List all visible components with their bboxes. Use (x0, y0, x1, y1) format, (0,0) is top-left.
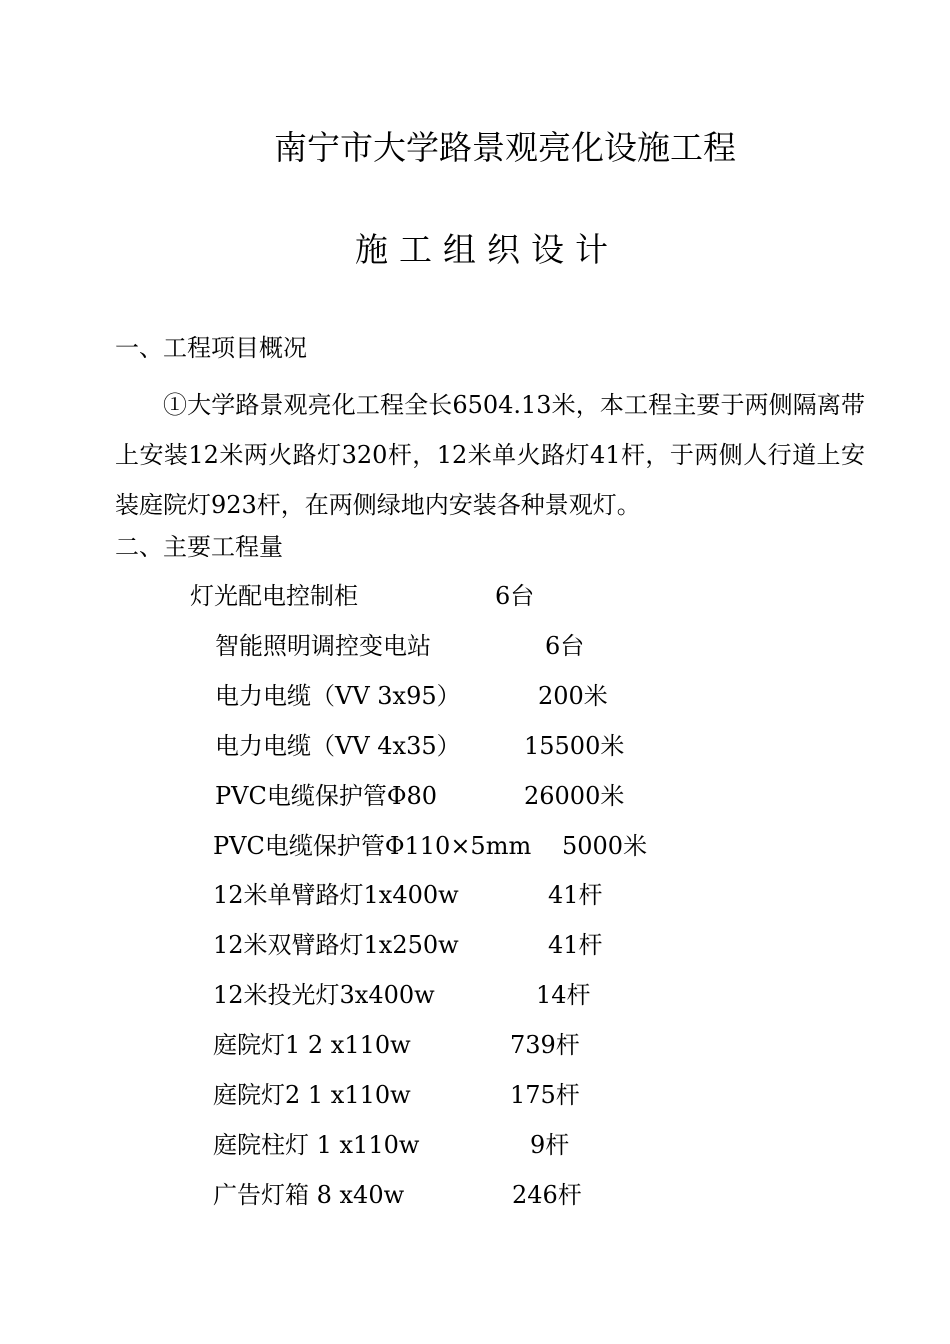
overview-paragraph: ①大学路景观亮化工程全长6504.13米，本工程主要于两侧隔离带上安装12米两火路灯320杆，12米单火路灯41杆，于两侧人行道上安装庭院灯923杆，在两侧绿地内安装各种景观灯。 (115, 391, 865, 519)
item-quantity: 41杆 (548, 931, 603, 959)
document-subtitle: 施工组织设计 (355, 230, 619, 269)
item-name: 12米单臂路灯1x400w (213, 881, 459, 909)
item-name: 灯光配电控制柜 (190, 582, 358, 610)
item-quantity: 739杆 (510, 1031, 580, 1059)
item-name: 12米投光灯3x400w (213, 981, 435, 1009)
item-name: 庭院灯2 1 x110w (213, 1081, 411, 1109)
document-title: 南宁市大学路景观亮化设施工程 (274, 128, 736, 167)
item-name: 广告灯箱 8 x40w (213, 1181, 405, 1209)
item-name: 电力电缆（VV 3x95） (215, 682, 461, 710)
item-quantity: 6台 (495, 582, 535, 610)
item-quantity: 175杆 (510, 1081, 580, 1109)
section-heading-quantities: 二、主要工程量 (115, 533, 283, 561)
item-name: PVC电缆保护管Φ110×5mm (213, 832, 532, 860)
item-quantity: 200米 (538, 682, 608, 710)
item-quantity: 9杆 (530, 1131, 570, 1159)
item-quantity: 246杆 (512, 1181, 582, 1209)
item-name: 12米双臂路灯1x250w (213, 931, 459, 959)
item-name: 庭院灯1 2 x110w (213, 1031, 411, 1059)
item-quantity: 26000米 (524, 782, 625, 810)
item-name: 智能照明调控变电站 (215, 632, 431, 660)
item-name: 庭院柱灯 1 x110w (213, 1131, 420, 1159)
item-quantity: 15500米 (524, 732, 625, 760)
item-quantity: 6台 (545, 632, 585, 660)
item-name: PVC电缆保护管Φ80 (215, 782, 438, 810)
section-heading-overview: 一、工程项目概况 (115, 334, 307, 362)
item-name: 电力电缆（VV 4x35） (215, 732, 461, 760)
item-quantity: 41杆 (548, 881, 603, 909)
item-quantity: 5000米 (562, 832, 648, 860)
item-quantity: 14杆 (536, 981, 591, 1009)
